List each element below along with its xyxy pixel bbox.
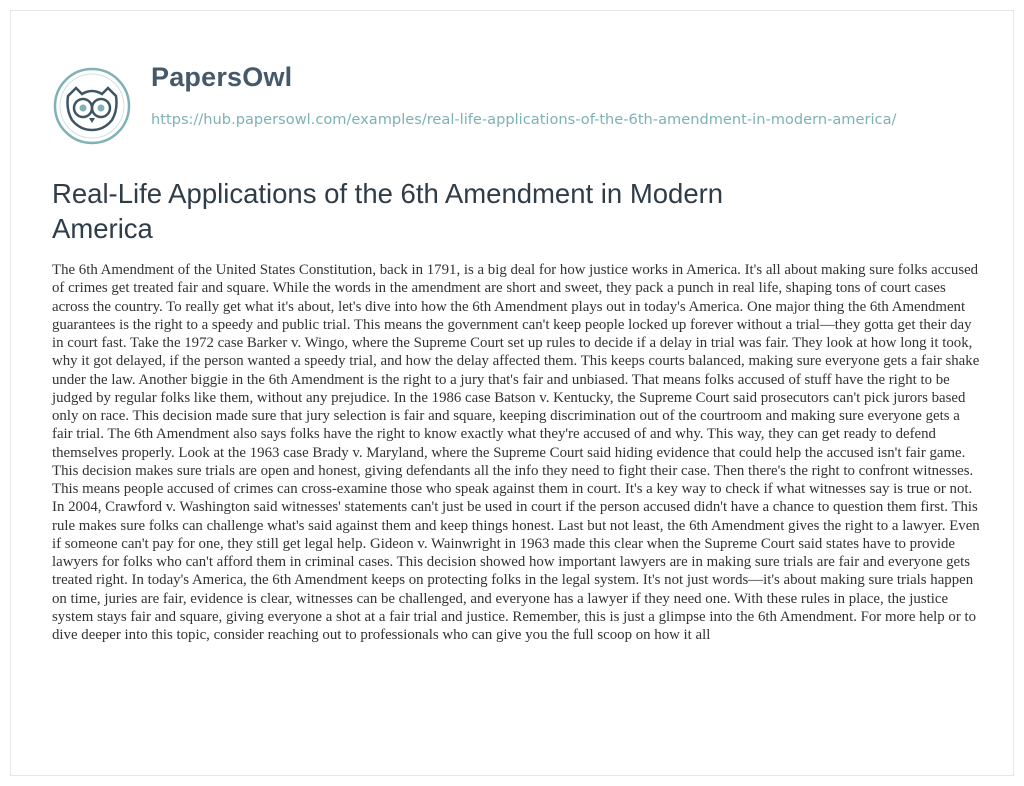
- article-url-link[interactable]: https://hub.papersowl.com/examples/real-life-applications-of-the-6th-amendment-in-modern-america/: [151, 111, 897, 128]
- article-title: Real-Life Applications of the 6th Amendment in Modern America: [52, 178, 724, 244]
- article-body: The 6th Amendment of the United States Constitution, back in 1791, is a big deal for how justice works in America. It's all about making sure folks accused of crimes get treated fair and square. While the words in the amendment are short and sweet, they pack a punch in real life, shaping tons of court cases across the country. To really get what it's about, let's dive into how the 6th Amendment plays out in today's America. One major thing the 6th Amendment guarantees is the right to a speedy and public trial. This means the government can't keep people locked up forever without a trial—they gotta get their day in court fast. Take the 1972 case Barker v. Wingo, where the Supreme Court set up rules to decide if a delay in trial was fair. They look at how long it took, why it got delayed, if the person wanted a speedy trial, and how the delay affected them. This keeps courts balanced, making sure everyone gets a fair shake under the law. Another biggie in the 6th Amendment is the right to a jury that's fair and unbiased. That means folks accused of stuff have the right to be judged by regular folks like them, without any prejudice. In the 1986 case Batson v. Kentucky, the Supreme Court said prosecutors can't pick jurors based only on race. This decision made sure that jury selection is fair and square, keeping discrimination out of the courtroom and making sure everyone gets a fair trial. The 6th Amendment also says folks have the right to know exactly what they're accused of and why. This way, they can get ready to defend themselves properly. Look at the 1963 case Brady v. Maryland, where the Supreme Court said hiding evidence that could help the accused isn't fair game. This decision makes sure trials are open and honest, giving defendants all the info they need to fight their case. Then there's the right to confront witnesses. This means people accused of crimes can cross-examine those who speak against them in court. It's a key way to check if what witnesses say is true or not. In 2004, Crawford v. Washington said witnesses' statements can't just be used in court if the person accused didn't have a chance to question them first. This rule makes sure folks can challenge what's said against them and keep things honest. Last but not least, the 6th Amendment gives the right to a lawyer. Even if someone can't pay for one, they still get legal help. Gideon v. Wainwright in 1963 made this clear when the Supreme Court said states have to provide lawyers for folks who can't afford them in criminal cases. This decision showed how important lawyers are in making sure trials are fair and everyone gets treated right. In today's America, the 6th Amendment keeps on protecting folks in the legal system. It's not just words—it's about making sure trials happen on time, juries are fair, evidence is clear, witnesses can be challenged, and everyone has a lawyer if they need one. With these rules in place, the justice system stays fair and square, giving everyone a shot at a fair trial and justice. Remember, this is just a glimpse into the 6th Amendment. For more help or to dive deeper into this topic, consider reaching out to professionals who can give you the full scoop on how it all: [52, 262, 980, 643]
- brand-name[interactable]: PapersOwl: [151, 62, 293, 92]
- owl-logo-icon[interactable]: [52, 66, 132, 146]
